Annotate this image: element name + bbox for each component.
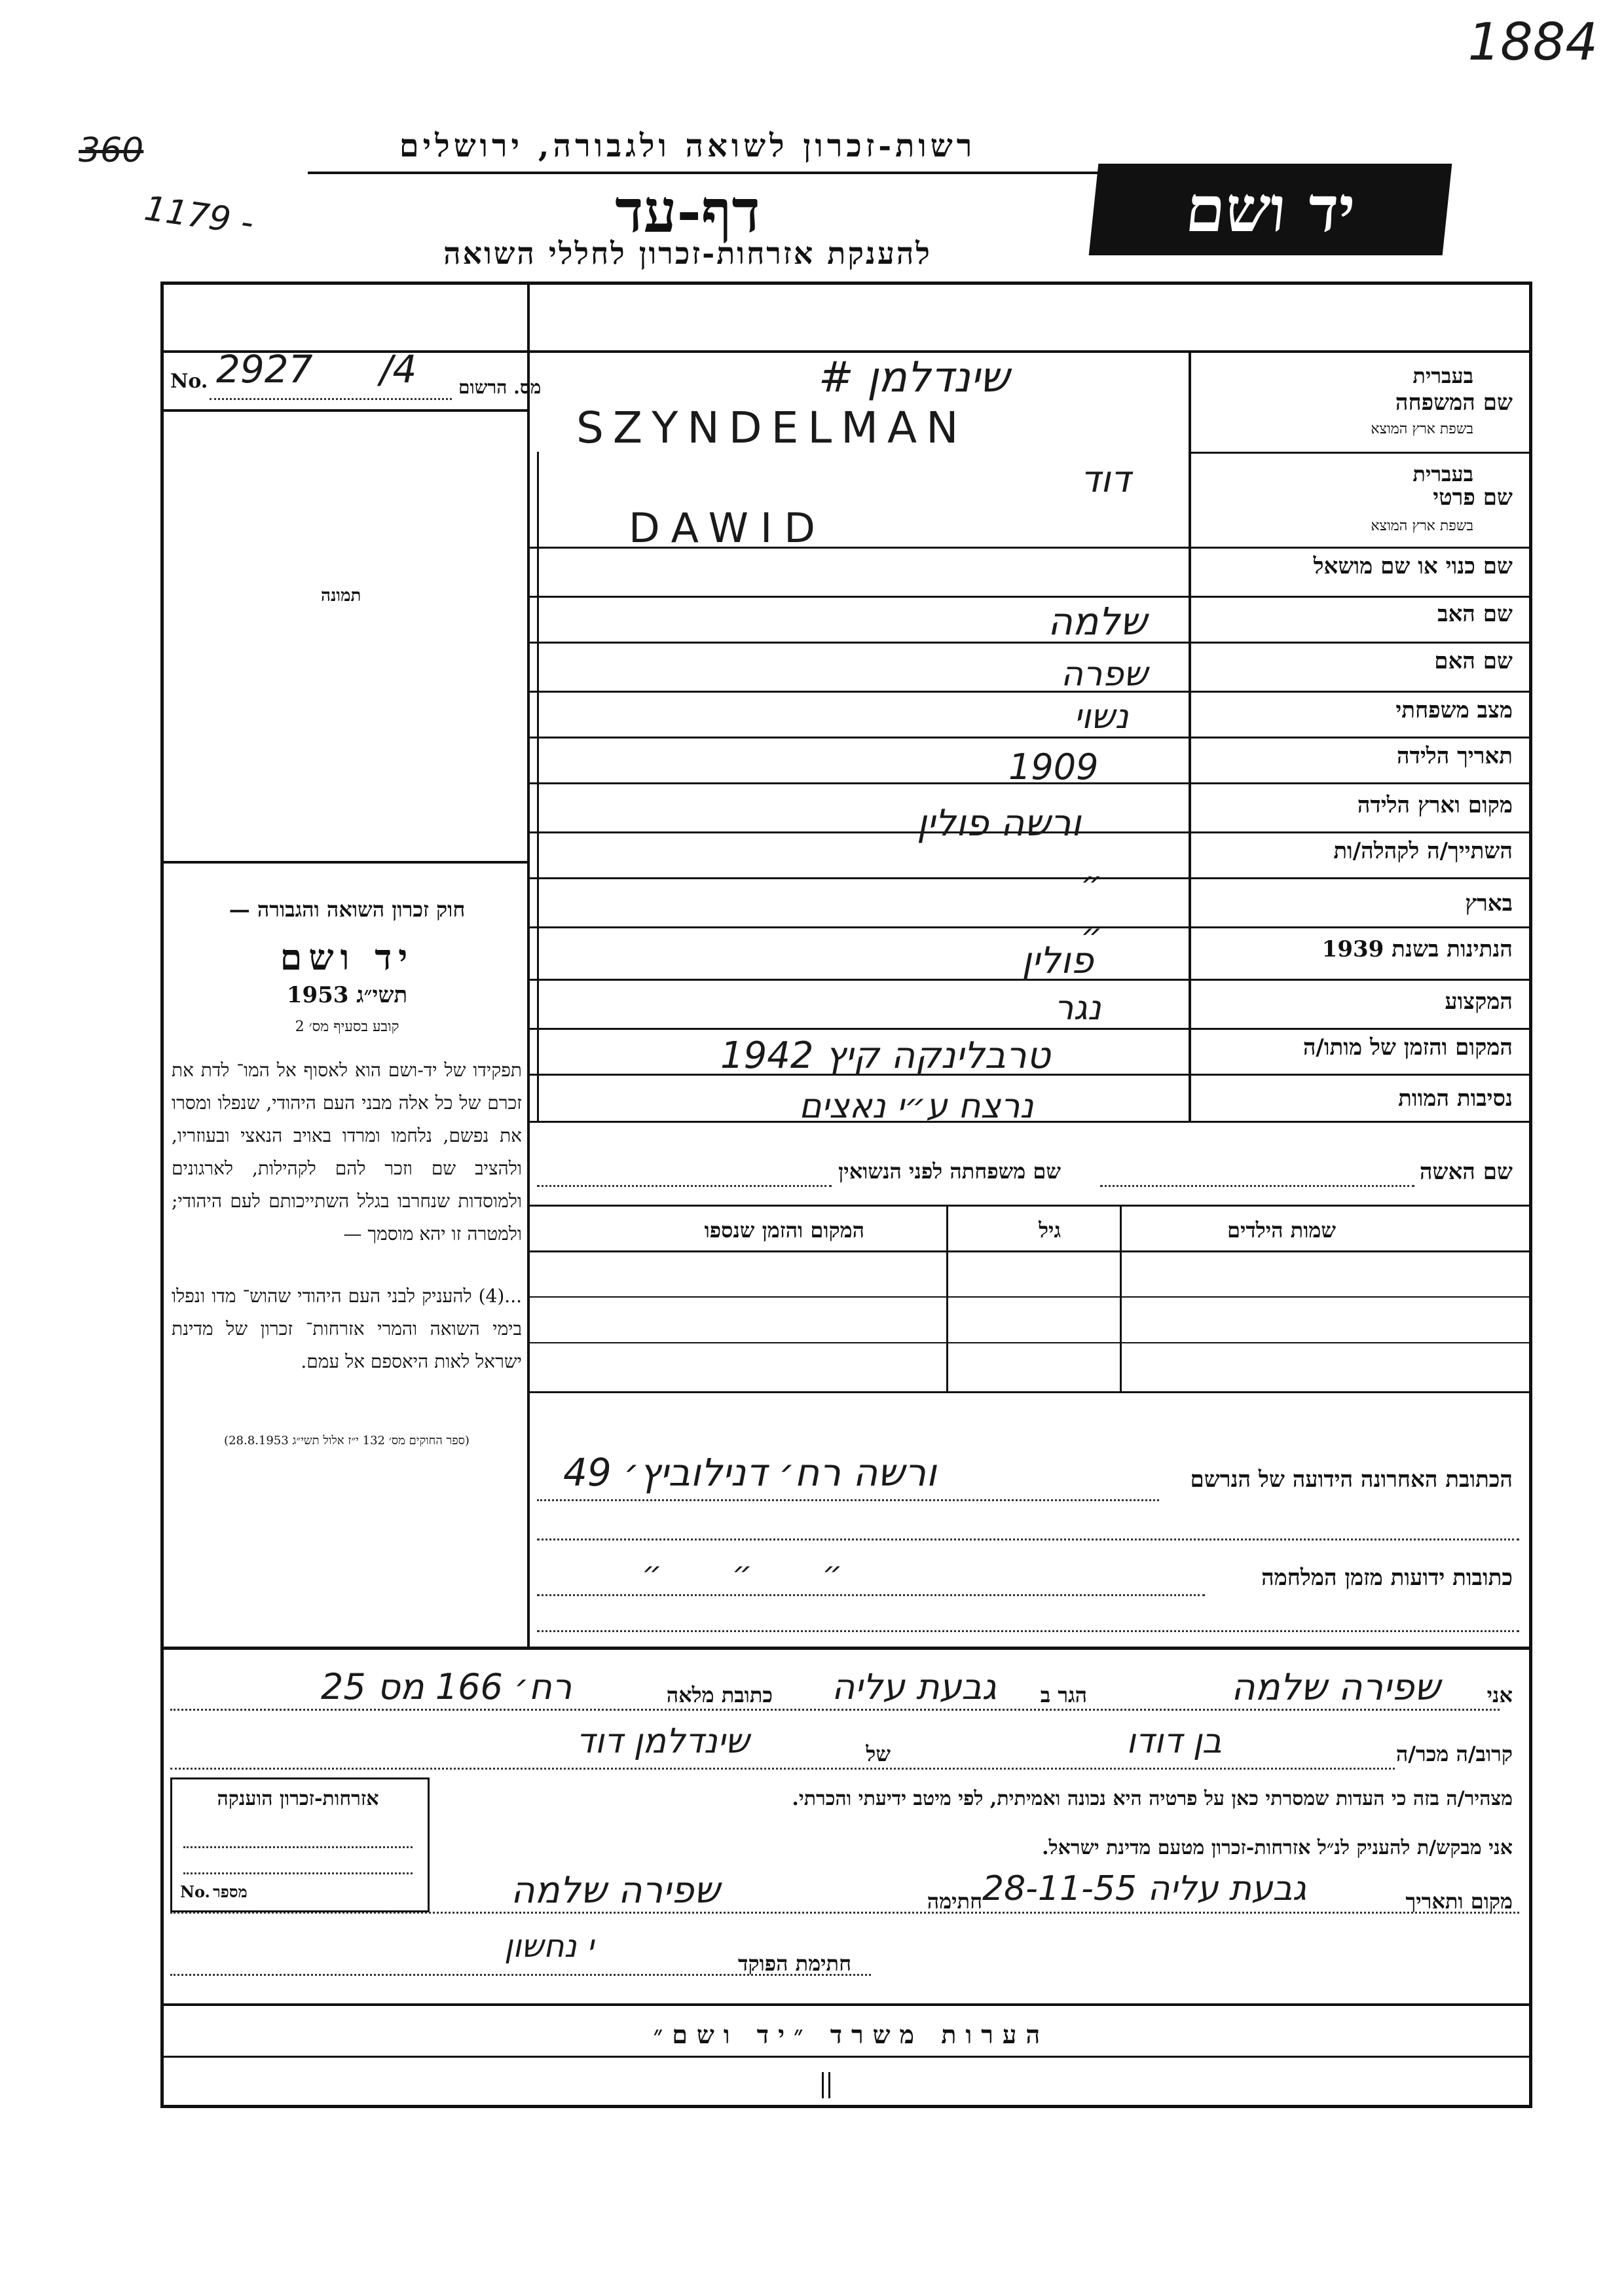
value-father: שלמה — [1048, 599, 1147, 644]
label-birth-place: מקום וארץ הלידה — [1357, 792, 1513, 818]
label-in-native: בשפת ארץ המוצא — [1371, 421, 1473, 437]
value-first-hebrew: דוד — [1080, 458, 1131, 501]
label-wife-maiden: שם משפחתה לפני הנשואין — [838, 1159, 1061, 1184]
citizenship-number-label: מספר — [213, 1882, 248, 1901]
label-relative: קרוב/ה מכר/ה — [1395, 1741, 1513, 1766]
label-address: כתובת מלאה — [666, 1683, 773, 1707]
label-family-name: שם המשפחה — [1395, 390, 1513, 416]
label-last-address: הכתובת האחרונה הידועה של הנרשם — [1190, 1467, 1513, 1493]
label-birth-date: תאריך הלידה — [1396, 743, 1513, 769]
label-residence-1939: הנתינות בשנת 1939 — [1321, 936, 1513, 962]
label-death-circumstances: נסיבות המוות — [1398, 1085, 1513, 1112]
value-signature: שפירה שלמה — [511, 1869, 720, 1912]
label-mother: שם האם — [1434, 648, 1513, 674]
declaration-statement: מצהיר/ה בזה כי העדות שמסרתי כאן על פרטיה היא נכונה ואמיתית, לפי מיטב ידיעתי והכרתי. — [792, 1787, 1513, 1810]
law-clause: קובע בסעיף מס׳ 2 — [295, 1019, 399, 1035]
value-relative: בן דודו — [1126, 1722, 1222, 1761]
registration-number: 2927 — [216, 347, 313, 392]
law-text-1: תפקידו של יד-ושם הוא לאסוף אל המו־ לדת את זכרם של כל אלה מבני העם היהודי, שנפלו ומסרו את נפשם, נלחמו ומרדו באויב הנאצי ובעוזריו, ולהציב שם וזכר להם לקהילות, לארגונים ולמוסדות שנחרבו בגלל השתייכותם לעם היהודי; ולמטרה זו יהא מוסמך — — [172, 1059, 522, 1245]
page-subtitle: להענקת אזרחות-זכרון לחללי השואה — [443, 236, 932, 271]
declaration-request: אני מבקש/ת להעניק לנ״ל אזרחות-זכרון מטעם מדינת ישראל. — [1042, 1836, 1513, 1859]
label-community: השתייך/ה לקהלה/ות — [1333, 838, 1513, 864]
value-marital: נשוי — [1074, 697, 1129, 737]
corner-mark-2: 1179 - — [141, 189, 257, 244]
label-in-hebrew-2: בעברית — [1412, 462, 1473, 486]
law-source: (ספר החוקים מס׳ 132 י״ז אלול תשי״ג 28.8.1953) — [224, 1434, 470, 1448]
label-place-date: מקום ותאריך — [1405, 1889, 1513, 1914]
label-in-native-2: בשפת ארץ המוצא — [1371, 518, 1473, 534]
value-birth-date: 1909 — [1008, 746, 1099, 788]
label-signature: חתימה — [927, 1889, 982, 1914]
corner-number: 1884 — [1467, 13, 1598, 72]
yad-vashem-logo: יד ושם — [1089, 164, 1452, 255]
value-profession: נגר — [1054, 989, 1101, 1028]
value-of: שינדלמן דוד — [576, 1722, 750, 1761]
value-community: ״ — [1080, 864, 1103, 903]
value-residence-1939: פולין — [1022, 939, 1094, 982]
authority-line: רשות-זכרון לשואה ולגבורה, ירושלים — [399, 128, 976, 164]
label-profession: המקצוע — [1445, 989, 1513, 1015]
value-mother: שפרה — [1061, 655, 1148, 694]
value-officer: י נחשון — [504, 1928, 594, 1965]
value-family-hebrew: שינדלמן # — [819, 354, 1010, 402]
citizenship-title: אזרחות-זכרון הוענקה — [217, 1787, 379, 1810]
registration-label: מס. הרשום — [458, 376, 542, 398]
label-wartime-address: כתובות ידועות מזמן המלחמה — [1261, 1565, 1513, 1591]
label-of: של — [866, 1741, 891, 1766]
label-father: שם האב — [1437, 601, 1513, 627]
value-first-latin: DAWID — [629, 504, 828, 552]
law-name: יד ושם — [280, 936, 415, 978]
value-address: רח׳ 166 מס 25 — [321, 1666, 572, 1707]
label-wife: שם האשה — [1419, 1159, 1513, 1185]
value-death-circumstances: נרצח ע״י נאצים — [799, 1087, 1034, 1126]
label-children: שמות הילדים — [1227, 1218, 1336, 1243]
footer-remarks: הערות משרד ״יד ושם״ — [653, 2020, 1050, 2049]
value-wartime-address: ״ ״ ״ — [642, 1555, 843, 1592]
value-i: שפירה שלמה — [1231, 1666, 1441, 1709]
page-title: דף-עד — [615, 177, 760, 246]
value-lives: גבעת עליה — [832, 1666, 997, 1707]
value-last-address: ורשה רח׳ דנילוביץ׳ 49 — [563, 1450, 936, 1495]
label-age: גיל — [1039, 1218, 1061, 1243]
law-year: תשי״ג 1953 — [286, 982, 408, 1008]
value-birth-place: ורשה פולין — [917, 802, 1081, 845]
law-title: חוק זכרון השואה והגבורה — — [229, 897, 466, 922]
registration-suffix: /4 — [380, 347, 417, 392]
label-first-name: שם פרטי — [1433, 484, 1513, 511]
law-text-2: ...(4) להעניק לבני העם היהודי שהוש־ מדו ונפלו בימי השואה והמרי אזרחות־ זכרון של מדינת ישראל לאות היאספם אל עמם. — [172, 1285, 522, 1372]
value-country: ״ — [1080, 917, 1103, 956]
label-child-death: המקום והזמן שנספו — [704, 1218, 864, 1243]
value-place-date: גבעת עליה 28-11-55 — [982, 1869, 1307, 1908]
label-i: אני — [1486, 1683, 1513, 1707]
label-country: בארץ — [1465, 890, 1513, 917]
label-marital: מצב משפחתי — [1395, 697, 1513, 723]
photo-label: תמונה — [321, 586, 361, 606]
label-in-hebrew: בעברית — [1412, 363, 1473, 388]
label-nickname: שם כנוי או שם מושאל — [1313, 553, 1513, 579]
corner-mark: 360 — [79, 131, 144, 170]
label-death-place-time: המקום והזמן של מותו/ה — [1302, 1034, 1513, 1061]
label-officer: חתימת הפוקד — [738, 1951, 851, 1976]
value-death-place-time: טרבלינקה קיץ 1942 — [720, 1034, 1050, 1077]
registration-no-label: No. — [170, 370, 208, 393]
label-lives: הגר ב — [1040, 1683, 1087, 1707]
value-family-latin: SZYNDELMAN — [576, 403, 968, 453]
citizenship-no-label: No. — [180, 1882, 210, 1901]
